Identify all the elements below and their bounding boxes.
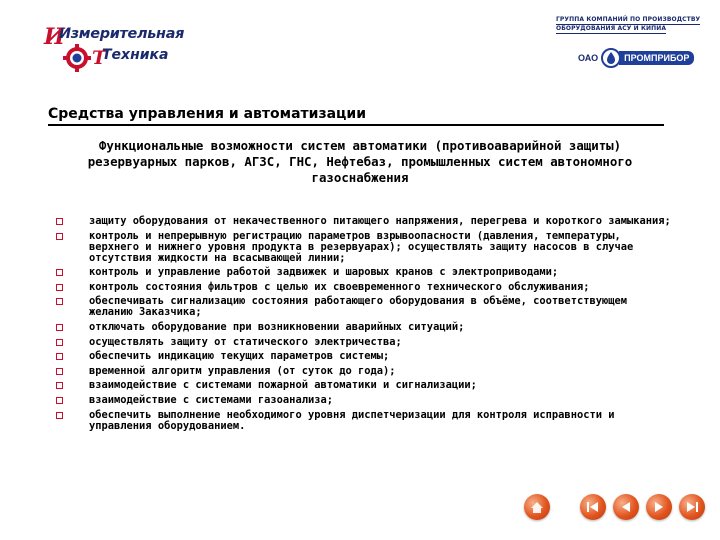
list-item-text: обеспечить индикацию текущих параметров системы; xyxy=(89,350,390,363)
list-item-text: временной алгоритм управления (от суток до года); xyxy=(89,364,396,377)
drop-emblem-icon xyxy=(601,48,621,68)
list-item xyxy=(52,380,672,391)
promprbor-brand xyxy=(578,48,694,68)
bullet-square-icon xyxy=(56,412,63,419)
company-logo-left xyxy=(38,14,198,76)
bullet-square-icon xyxy=(56,324,63,331)
list-item-text: контроль состояния фильтров с целью их своевременного технического обслуживания; xyxy=(89,280,590,293)
list-item xyxy=(52,351,672,362)
first-slide-button[interactable] xyxy=(580,494,606,520)
bullet-square-icon xyxy=(56,269,63,276)
list-item-text: осуществлять защиту от статического электричества; xyxy=(89,335,402,348)
list-item-text: обеспечить выполнение необходимого уровня диспетчеризации для контроля исправности и управления оборудованием. xyxy=(89,408,615,432)
logo-caption-line1: ГРУППА КОМПАНИЙ ПО ПРОИЗВОДСТВУ xyxy=(556,16,701,23)
bullet-square-icon xyxy=(56,397,63,404)
slide-subtitle: Функциональные возможности систем автоматики (противоаварийной защиты) резервуарных парков, АГЗС, ГНС, Нефтебаз, промышленных систем автономного газоснабжения xyxy=(87,138,633,185)
next-slide-button[interactable] xyxy=(646,494,672,520)
list-item xyxy=(52,337,672,348)
list-item-text: контроль и управление работой задвижек и шаровых кранов с электроприводами; xyxy=(89,266,559,279)
company-logo-right xyxy=(556,16,706,86)
list-item xyxy=(52,282,672,293)
logo-caption-line2: ОБОРУДОВАНИЯ АСУ И КИПИА xyxy=(556,25,667,32)
list-item-text: контроль и непрерывную регистрацию параметров взрывоопасности (давления, температуры, верхнего и нижнего уровня продукта в резервуарах); осуществлять защиту насосов в случае отсутствия жидкости на всасывающей линии; xyxy=(89,229,634,264)
bullet-square-icon xyxy=(56,382,63,389)
bullet-square-icon xyxy=(56,233,63,240)
previous-slide-button[interactable] xyxy=(613,494,639,520)
list-item-text: защиту оборудования от некачественного питающего напряжения, перегрева и короткого замыкания; xyxy=(89,215,671,227)
slide-title: Средства управления и автоматизации xyxy=(48,106,664,126)
gear-logo-icon xyxy=(38,14,198,76)
list-item-text: взаимодействие с системами пожарной автоматики и сигнализации; xyxy=(89,379,477,392)
list-item xyxy=(52,231,672,264)
home-button[interactable] xyxy=(524,494,550,520)
svg-text:Т: Т xyxy=(92,47,107,69)
company-prefix: ОАО xyxy=(578,53,599,63)
bullet-square-icon xyxy=(56,284,63,291)
svg-text:И: И xyxy=(44,24,65,50)
list-item xyxy=(52,216,672,227)
first-icon xyxy=(580,494,606,520)
list-item xyxy=(52,410,672,432)
list-item xyxy=(52,296,672,318)
next-icon xyxy=(646,494,672,520)
list-item-text: отключать оборудование при возникновении аварийных ситуаций; xyxy=(89,320,465,333)
logo-caption xyxy=(556,16,706,34)
bullet-square-icon xyxy=(56,339,63,346)
last-slide-button[interactable] xyxy=(679,494,705,520)
list-item xyxy=(52,322,672,333)
home-icon xyxy=(524,494,550,520)
prev-icon xyxy=(613,494,639,520)
logo-text-line2: Техника xyxy=(102,47,169,63)
list-item xyxy=(52,366,672,377)
list-item-text: взаимодействие с системами газоанализа; xyxy=(89,393,333,406)
logo-text-line1: Измерительная xyxy=(59,26,185,42)
company-name: ПРОМПРИБОР xyxy=(619,51,694,65)
list-item xyxy=(52,267,672,278)
list-item-text: обеспечивать сигнализацию состояния работающего оборудования в объёме, соответствующем желанию Заказчика; xyxy=(89,295,627,319)
bullet-square-icon xyxy=(56,298,63,305)
list-item xyxy=(52,395,672,406)
bullet-square-icon xyxy=(56,218,63,225)
bullet-square-icon xyxy=(56,368,63,375)
feature-list xyxy=(52,216,672,435)
last-icon xyxy=(679,494,705,520)
bullet-square-icon xyxy=(56,353,63,360)
